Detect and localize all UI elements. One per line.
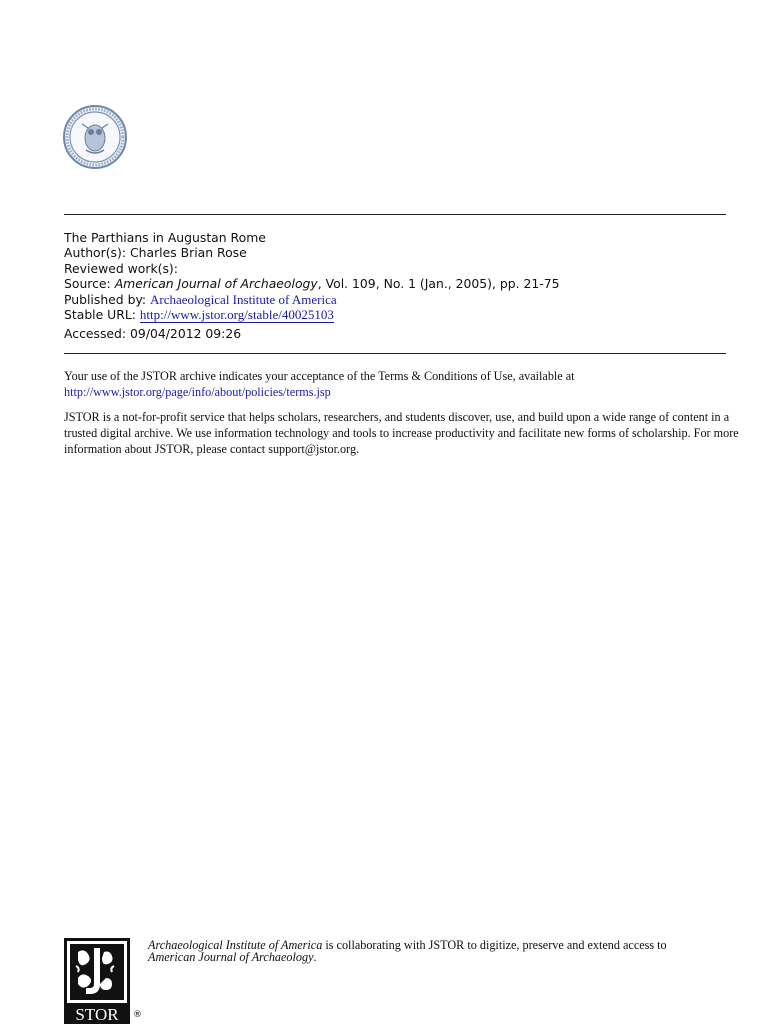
jstor-logo-text: STOR xyxy=(75,1005,119,1024)
collaboration-notice: Archaeological Institute of America is collaborating with JSTOR to digitize, preserve and extend access to American Journal of Archaeology. xyxy=(148,938,667,964)
stable-url-line: Stable URL: http://www.jstor.org/stable/40025103 xyxy=(64,306,334,322)
publisher-link[interactable]: Archaeological Institute of America xyxy=(150,291,337,307)
accessed-line: Accessed: 09/04/2012 09:26 xyxy=(64,326,242,342)
authors-line: Author(s): Charles Brian Rose xyxy=(64,245,247,261)
jstor-logo-icon xyxy=(64,938,130,1024)
article-metadata xyxy=(64,230,560,342)
collab-journal: American Journal of Archaeology xyxy=(148,950,314,964)
terms-notice xyxy=(64,368,744,466)
reviewed-works-line: Reviewed work(s): xyxy=(64,260,178,276)
collab-text: is collaborating with JSTOR to digitize, preserve and extend access to xyxy=(322,938,667,952)
publisher-line: Published by: Archaeological Institute of America xyxy=(64,291,337,307)
terms-link[interactable]: http://www.jstor.org/page/info/about/policies/terms.jsp xyxy=(64,385,331,399)
about-jstor-text: JSTOR is a not-for-profit service that helps scholars, researchers, and students discover, use, and build upon a wide range of content in a trusted digital archive. We use information technology and tools to increase productivity and facilitate new forms of scholarship. For more information about JSTOR, please contact support@jstor.org. xyxy=(64,410,739,456)
bottom-divider xyxy=(64,353,726,354)
source-line: Source: American Journal of Archaeology, Vol. 109, No. 1 (Jan., 2005), pp. 21-75 xyxy=(64,276,560,292)
top-divider xyxy=(64,214,726,215)
terms-text: Your use of the JSTOR archive indicates your acceptance of the Terms & Conditions of Use, available at xyxy=(64,369,575,383)
registered-mark: ® xyxy=(133,1010,142,1020)
collab-org: Archaeological Institute of America xyxy=(148,938,323,952)
aia-seal-icon xyxy=(62,104,128,170)
stable-url-link[interactable]: http://www.jstor.org/stable/40025103 xyxy=(139,306,334,322)
article-title: The Parthians in Augustan Rome xyxy=(64,230,266,245)
